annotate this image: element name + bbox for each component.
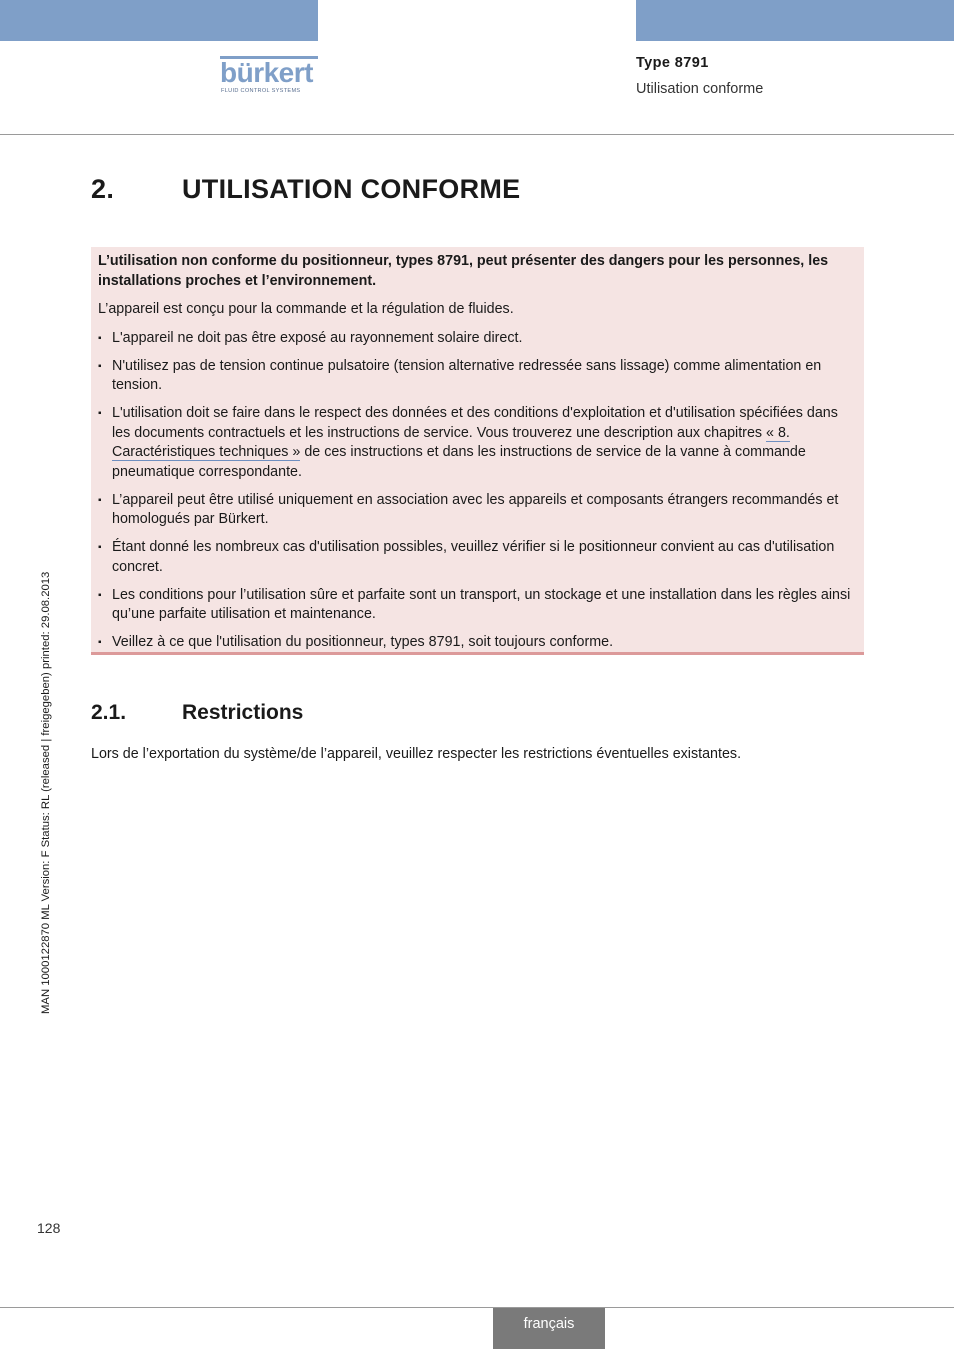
document-metadata-sidebar: MAN 1000122870 ML Version: F Status: RL (released | freigegeben) printed: 29.08.2013 [40,571,52,1014]
list-item: ▪ N'utilisez pas de tension continue pulsatoire (tension alternative redressée sans lissage) comme alimentation en tension. [98,357,822,393]
bullet-icon: ▪ [98,408,102,419]
footer-divider [0,1307,954,1308]
warning-list [98,329,858,653]
bullet-icon: ▪ [98,542,102,553]
warning-intro: L’appareil est conçu pour la commande et la régulation de fluides. [98,301,514,317]
language-tab: français [493,1308,605,1349]
section-number: 2. [91,174,115,204]
subsection-number: 2.1. [91,701,127,724]
warning-heading: L’utilisation non conforme du positionneur, types 8791, peut présenter des dangers pour les personnes, les installations proches et l’environnement. [98,253,829,289]
list-item: ▪ L'appareil ne doit pas être exposé au rayonnement solaire direct. [98,329,858,349]
bullet-icon: ▪ [98,332,102,344]
logo-subtitle: FLUID CONTROL SYSTEMS [221,88,301,94]
section-heading [91,174,520,205]
list-item: ▪ Étant donné les nombreux cas d'utilisation possibles, veuillez vérifier si le positionneur convient au cas d'utilisation concret. [98,539,835,575]
logo-wordmark: bürkert [220,57,313,88]
header-divider [0,134,954,135]
list-item: ▪ Les conditions pour l’utilisation sûre et parfaite sont un transport, un stockage et une installation dans les règles ainsi qu’une parfaite utilisation et maintenance. [98,586,851,622]
bullet-icon: ▪ [98,360,102,372]
doc-section: Utilisation conforme [636,81,764,97]
header-band-left [0,0,318,41]
restrictions-text: Lors de l’exportation du système/de l’appareil, veuillez respecter les restrictions éventuelles existantes. [91,746,742,762]
doc-type: Type 8791 [636,55,709,71]
bullet-icon: ▪ [98,637,102,648]
header-band-right [636,0,954,41]
list-item: ▪ Veillez à ce que l'utilisation du positionneur, types 8791, soit toujours conforme. [98,633,858,653]
bullet-icon: ▪ [98,589,102,601]
bullet-icon: ▪ [98,494,102,506]
chapter-8-link[interactable]: « 8. Caractéristiques techniques » [112,424,790,460]
warning-box [91,247,864,655]
subsection-heading [91,701,303,725]
page-number: 128 [37,1220,61,1236]
list-item: ▪ L’appareil peut être utilisé uniquement en association avec les appareils et composants étrangers recommandés et homologués par Bürkert. [98,491,839,527]
burkert-logo [220,56,320,96]
subsection-title: Restrictions [182,701,304,724]
list-item: ▪ L'utilisation doit se faire dans le respect des données et des conditions d'exploitation et d'utilisation spécifiées dans les documents contractuels et les instructions de service. Vous trouverez une description aux chapitres « 8. Caractéristiques techniques » de ces instructions et dans les instructions de service de la vanne à commande pneumatique correspondante. [98,405,838,480]
section-title: UTILISATION CONFORME [182,174,521,204]
